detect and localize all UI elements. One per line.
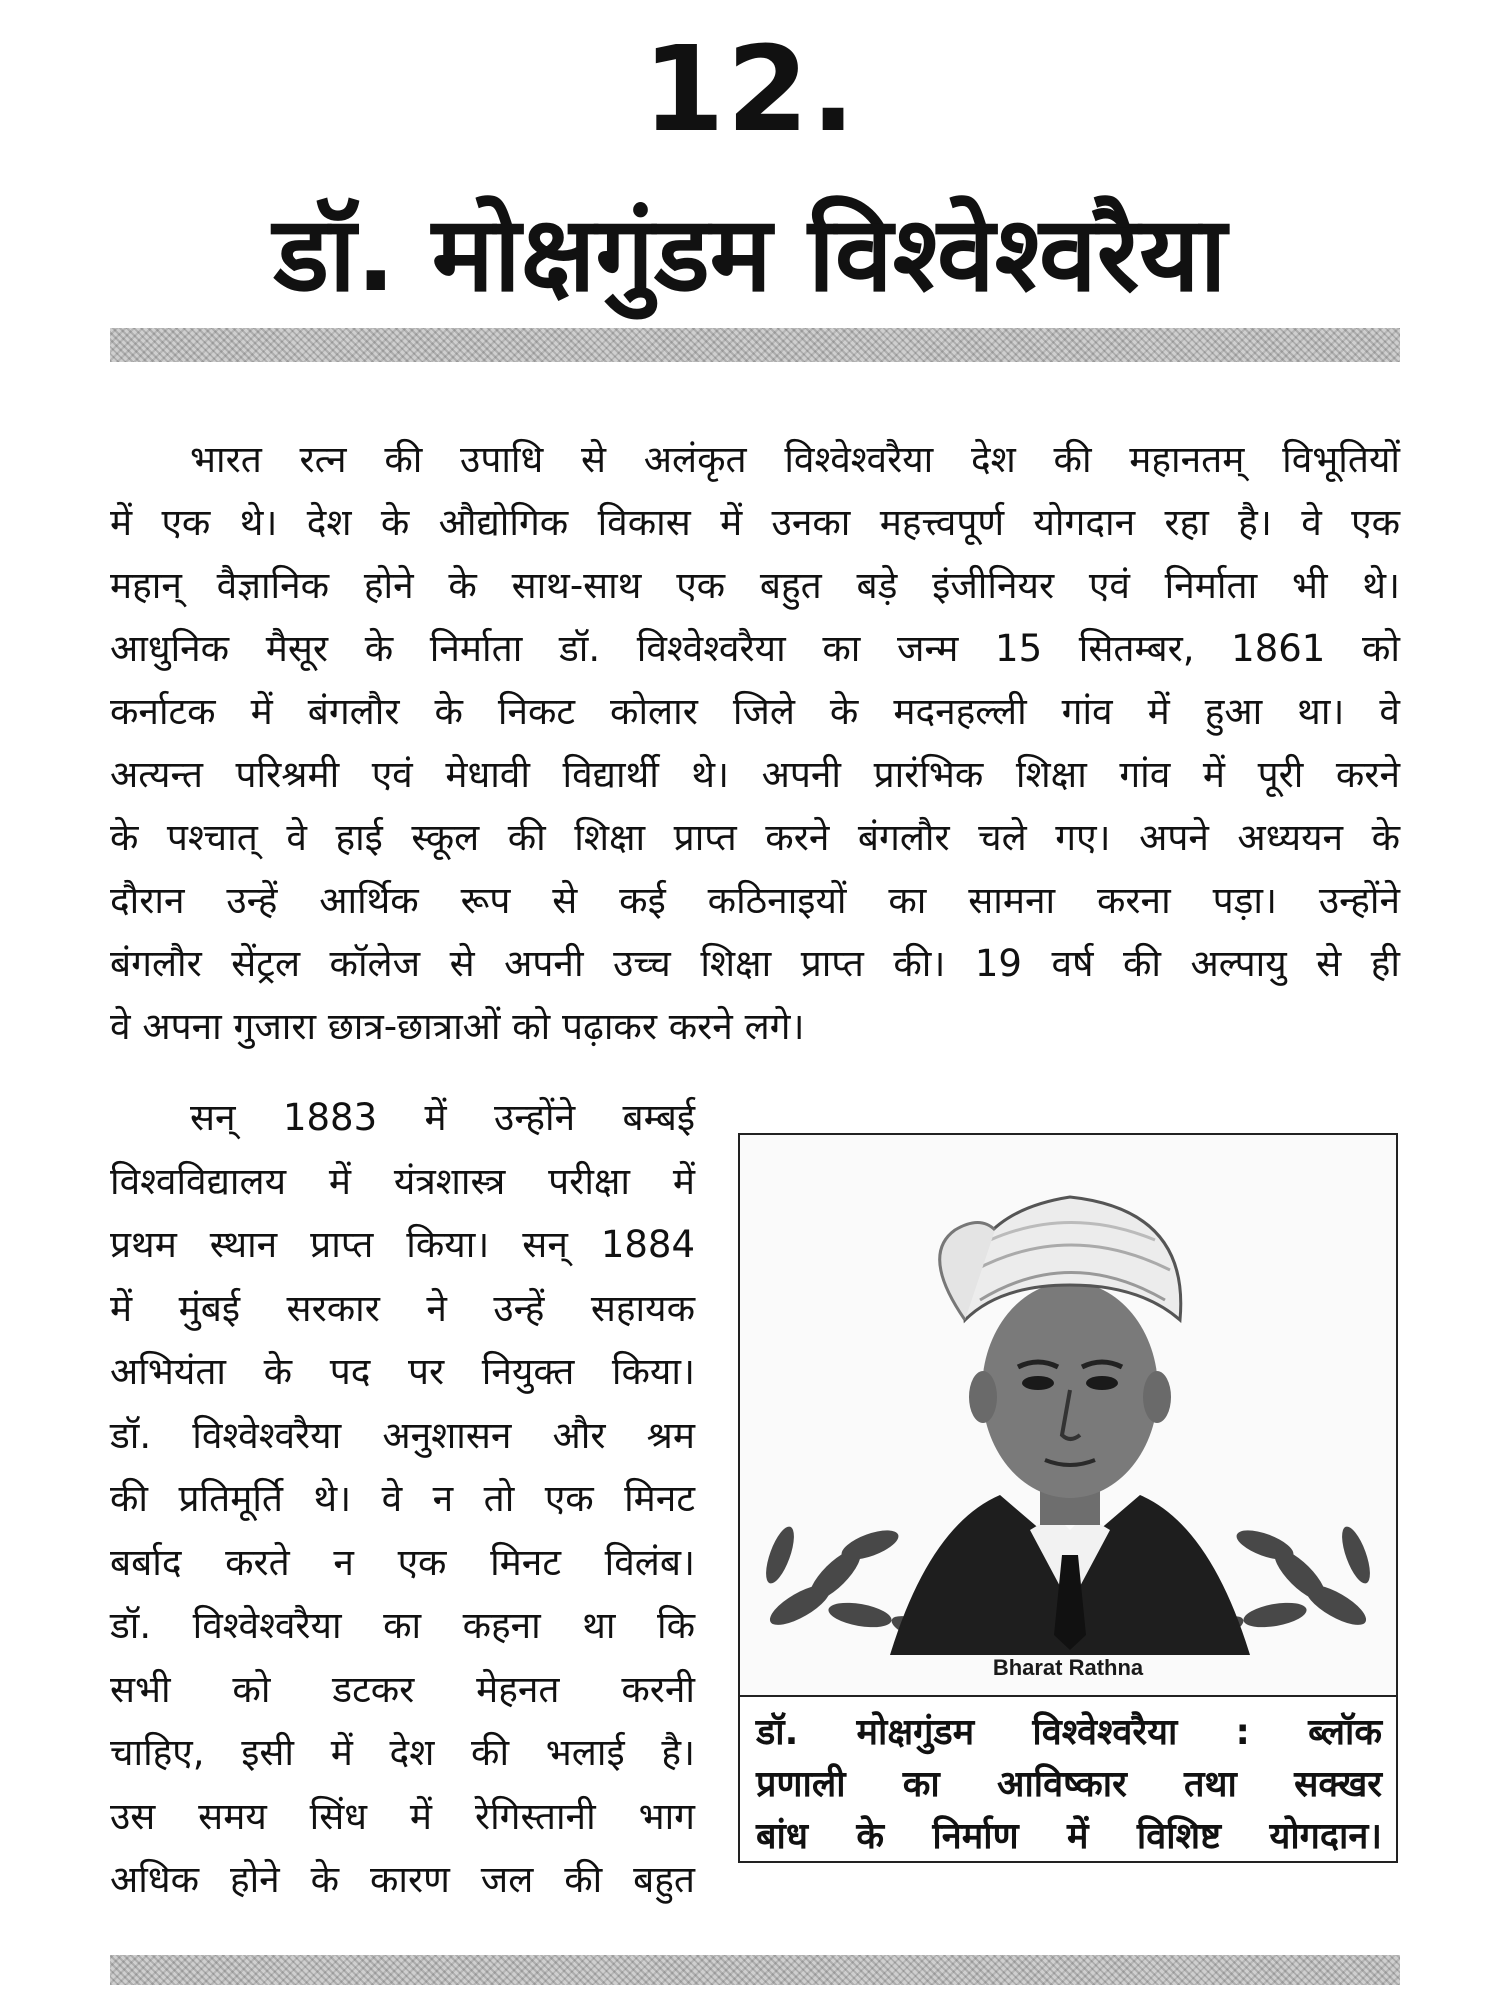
decorative-band-bottom [110,1955,1400,1985]
text-line: सभी को डटकर मेहनत करनी [110,1667,695,1711]
chapter-title: डॉ. मोक्षगुंडम विश्वेश्वरैया [273,193,1227,315]
caption-line: डॉ. मोक्षगुंडम विश्वेश्वरैया : ब्लॉक [756,1712,1382,1753]
text-line: चाहिए, इसी में देश की भलाई है। [110,1731,695,1774]
text-line: डॉ. विश्वेश्वरैया अनुशासन और श्रम [110,1413,695,1457]
text-line: अधिक होने के कारण जल की बहुत [110,1858,695,1901]
text-line: में एक थे। देश के औद्योगिक विकास में उनका महत्त्वपूर्ण योगदान रहा है। वे एक [110,501,1400,544]
text-line: उस समय सिंध में रेगिस्तानी भाग [110,1794,695,1838]
text-line: दौरान उन्हें आर्थिक रूप से कई कठिनाइयों का सामना करना पड़ा। उन्होंने [110,879,1400,922]
caption-line: प्रणाली का आविष्कार तथा सक्खर [756,1764,1382,1805]
chapter-number: 12. [642,20,858,158]
text-line: प्रथम स्थान प्राप्त किया। सन् 1884 [110,1223,695,1266]
text-line: आधुनिक मैसूर के निर्माता डॉ. विश्वेश्वरैया का जन्म 15 सितम्बर, 1861 को [110,627,1400,670]
text-line: वे अपना गुजारा छात्र-छात्राओं को पढ़ाकर करने लगे। [110,1005,805,1048]
text-line: अत्यन्त परिश्रमी एवं मेधावी विद्यार्थी थे। अपनी प्रारंभिक शिक्षा गांव में पूरी करने [110,753,1400,796]
text-line: सन् 1883 में उन्होंने बम्बई [190,1096,695,1139]
text-line: डॉ. विश्वेश्वरैया का कहना था कि [110,1604,695,1647]
decorative-band-top [110,328,1400,362]
text-line: बंगलौर सेंट्रल कॉलेज से अपनी उच्च शिक्षा प्राप्त की। 19 वर्ष की अल्पायु से ही [110,942,1400,985]
portrait-illustration [740,1135,1396,1695]
side-paragraph [110,1086,695,1912]
text-line: में मुंबई सरकार ने उन्हें सहायक [110,1286,695,1330]
text-line: विश्वविद्यालय में यंत्रशास्त्र परीक्षा में [110,1159,695,1203]
intro-paragraph [110,428,1400,1058]
text-line: की प्रतिमूर्ति थे। वे न तो एक मिनट [110,1477,695,1520]
portrait-image [740,1135,1396,1697]
photo-box [738,1133,1398,1863]
caption-line: बांध के निर्माण में विशिष्ट योगदान। [756,1816,1382,1857]
text-line: के पश्चात् वे हाई स्कूल की शिक्षा प्राप्त करने बंगलौर चले गए। अपने अध्ययन के [110,816,1400,859]
text-line: बर्बाद करते न एक मिनट विलंब। [110,1540,695,1584]
text-line: अभियंता के पद पर नियुक्त किया। [110,1350,695,1393]
portrait-label: Bharat Rathna [992,1655,1144,1680]
photo-caption [756,1707,1382,1863]
text-line: कर्नाटक में बंगलौर के निकट कोलार जिले के मदनहल्ली गांव में हुआ था। वे [110,690,1400,733]
text-line: भारत रत्न की उपाधि से अलंकृत विश्वेश्वरैया देश की महानतम् विभूतियों [190,438,1400,481]
text-line: महान् वैज्ञानिक होने के साथ-साथ एक बहुत बड़े इंजीनियर एवं निर्माता भी थे। [110,564,1400,607]
